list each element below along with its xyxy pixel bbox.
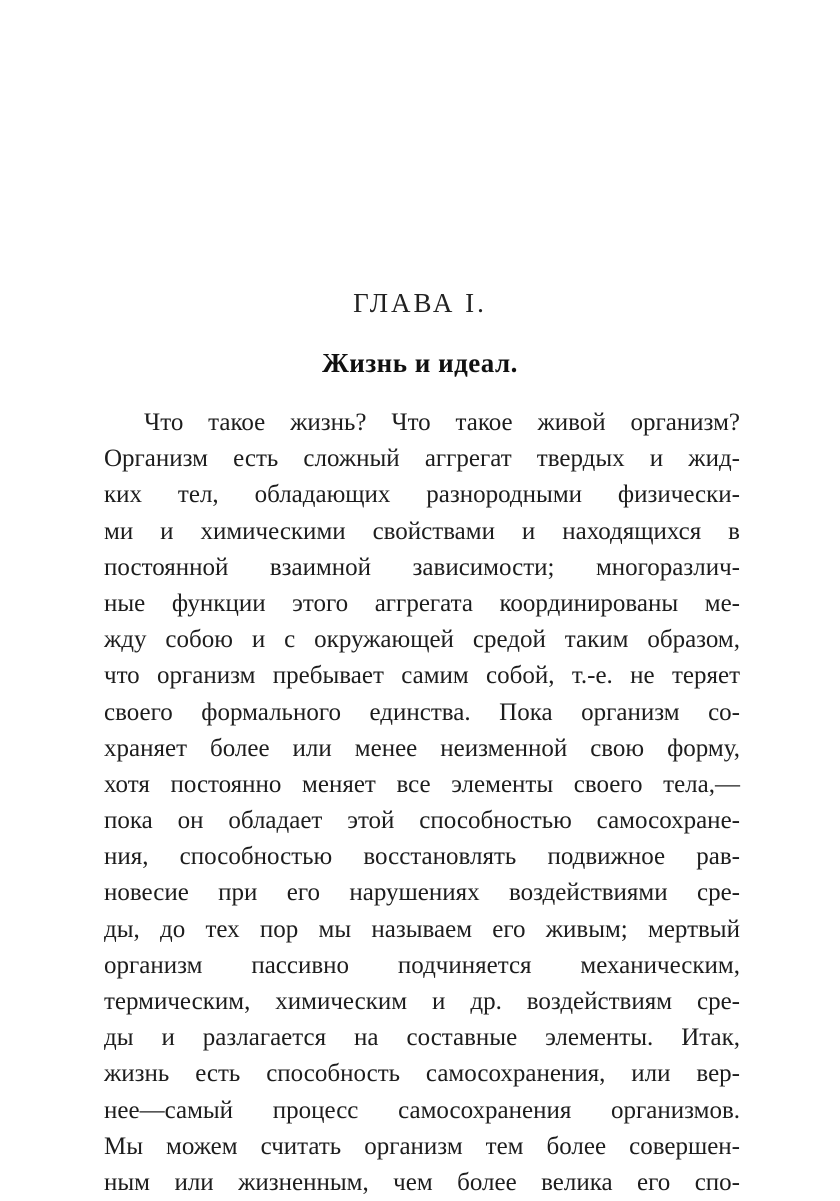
body-paragraph xyxy=(104,405,740,1201)
text-line: ния, способностью восстановлять подвижное рав- xyxy=(104,843,740,871)
text-line: хотя постоянно меняет все элементы своего тела,— xyxy=(104,770,740,798)
text-line: Мы можем считать организм тем более совершен- xyxy=(104,1132,740,1160)
text-line: храняет более или менее неизменной свою форму, xyxy=(104,734,740,762)
text-line: постоянной взаимной зависимости; многоразлич- xyxy=(104,553,740,581)
text-line: ды и разлагается на составные элементы. Итак, xyxy=(104,1024,740,1052)
text-line: ких тел, обладающих разнородными физически- xyxy=(104,481,740,509)
text-line: ды, до тех пор мы называем его живым; мертвый xyxy=(104,915,740,943)
text-line: Что такое жизнь? Что такое живой организм? xyxy=(144,409,740,436)
text-line: Организм есть сложный аггрегат твердых и жид- xyxy=(104,445,740,473)
text-line: новесие при его нарушениях воздействиями сре- xyxy=(104,879,740,907)
text-line: что организм пребывает самим собой, т.-е. не теряет xyxy=(104,662,740,690)
text-line: нее—самый процесс самосохранения организмов. xyxy=(104,1096,740,1124)
chapter-heading: ГЛАВА I. xyxy=(353,288,487,318)
chapter-title: Жизнь и идеал. xyxy=(322,348,518,378)
text-line: пока он обладает этой способностью самосохране- xyxy=(104,807,740,835)
text-line: жду собою и с окружающей средой таким образом, xyxy=(104,626,740,654)
text-line: жизнь есть способность самосохранения, или вер- xyxy=(104,1060,740,1088)
text-line: ми и химическими свойствами и находящихся в xyxy=(104,517,740,545)
text-line: организм пассивно подчиняется механическим, xyxy=(104,951,740,979)
text-line: ные функции этого аггрегата координированы ме- xyxy=(104,589,740,617)
text-line: термическим, химическим и др. воздействиям сре- xyxy=(104,988,740,1015)
text-line: ным или жизненным, чем более велика его спо- xyxy=(104,1168,740,1196)
text-line: своего формального единства. Пока организм со- xyxy=(104,698,740,726)
